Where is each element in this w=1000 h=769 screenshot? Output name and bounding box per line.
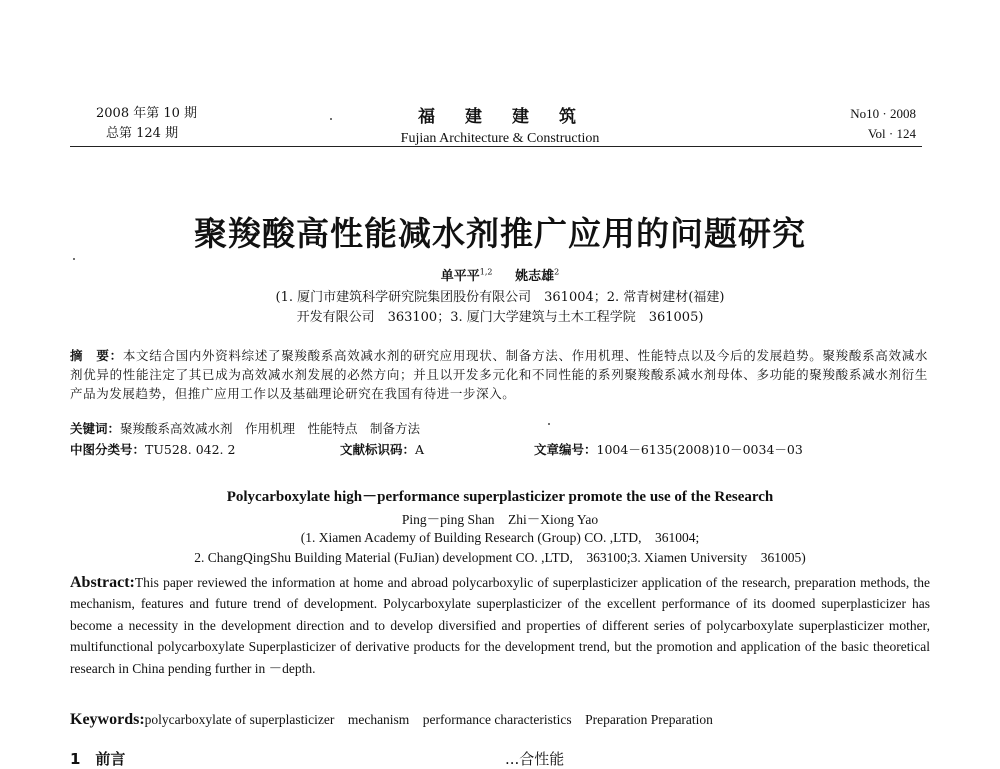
author-affil-mark: 2 [554,267,560,277]
clc-value: TU528. 042. 2 [145,442,236,457]
article-title-cn: 聚羧酸高性能减水剂推广应用的问题研究 [194,214,806,253]
abstract-text-cn: 本文结合国内外资料综述了聚羧酸系高效减水剂的研究应用现状、制备方法、作用机理、性能特点以及今后的发展趋势。聚羧酸系高效减水剂优异的性能注定了其已成为高效减水剂发展的必然方向；并且以开发多元化和不同性能的系列聚羧酸系减水剂母体、多功能的聚羧酸系减水剂衍生产品为发展趋势，但推广应用工作以及基础理论研究在我国有待进一步深入。 [70,348,928,401]
article-number [534,440,803,458]
clc-number [70,440,235,458]
article-value: 1004－6135(2008)10－0034－03 [596,442,803,457]
keywords-text-en: polycarboxylate of superplasticizer mechanism performance characteristics Preparation Preparation [144,712,713,727]
issue-number: 2008 年第 10 期 [96,106,198,121]
volume-number: Vol · 124 [867,126,916,141]
affiliation-line: (1. Xiamen Academy of Building Research (Group) CO. ,LTD, 361004; [300,530,700,545]
affiliations-en [0,528,1000,568]
abstract-cn [70,346,928,403]
scan-speck [548,423,550,425]
journal-name-cn: 福建建筑 [418,107,606,127]
authors-en: Ping－ping Shan Zhi－Xiong Yao [401,512,599,527]
journal-name-en: Fujian Architecture & Construction [400,131,600,146]
section-text-fragment: ...合性能 [505,750,565,768]
scan-speck [330,118,332,120]
keywords-label-cn: 关键词： [70,421,121,436]
affiliation-line: 2. ChangQingShu Building Material (FuJian) development CO. ,LTD, 363100;3. Xiamen University 361005) [194,550,806,565]
keywords-text-cn: 聚羧酸系高效减水剂 作用机理 性能特点 制备方法 [120,421,421,436]
author-name: 姚志雄 [515,269,555,284]
authors-cn [0,265,1000,284]
scan-speck [73,258,75,260]
article-title-en: Polycarboxylate high－performance superplasticizer promote the use of the Research [226,489,774,505]
affiliations-cn [0,288,1000,328]
affiliation-line: 开发有限公司 363100；3. 厦门大学建筑与土木工程学院 361005) [296,310,704,325]
clc-label: 中图分类号： [70,442,146,457]
affiliation-line: (1. 厦门市建筑科学研究院集团股份有限公司 361004；2. 常青树建材(福建) [275,290,725,305]
abstract-label-en: Abstract: [70,574,135,591]
keywords-label-en: Keywords: [70,711,145,728]
section-heading-intro: 1 前言 [70,750,126,768]
keywords-en [70,708,713,729]
document-code [340,440,424,458]
doc-value: A [415,442,425,457]
abstract-label-cn: 摘 要： [70,348,123,363]
author-affil-mark: 1,2 [479,267,493,277]
doc-label: 文献标识码： [340,442,416,457]
abstract-text-en: This paper reviewed the information at home and abroad polycarboxylic of superplasticizer application of the research, preparation methods, the mechanism, features and future trend of development. Polycarboxylate superplasticizer of the excellent performance of its doomed superplasticizer has become a necessity in the development direction and to develop diversified and properties of different series of polycarboxylate superplasticizer mother, multifunctional polycarboxylate Superplasticizer of derivative products for the development trend, but the promotion and application of the basic theoretical research in China pending further in －depth. [70,575,930,676]
volume-info [850,104,916,144]
total-issue-number: 总第 124 期 [106,126,179,141]
issue-number-en: No10 · 2008 [850,106,916,121]
header-rule [70,146,922,147]
abstract-en [70,572,930,679]
keywords-cn [70,419,420,437]
article-label: 文章编号： [534,442,597,457]
author-name: 单平平 [440,269,480,284]
